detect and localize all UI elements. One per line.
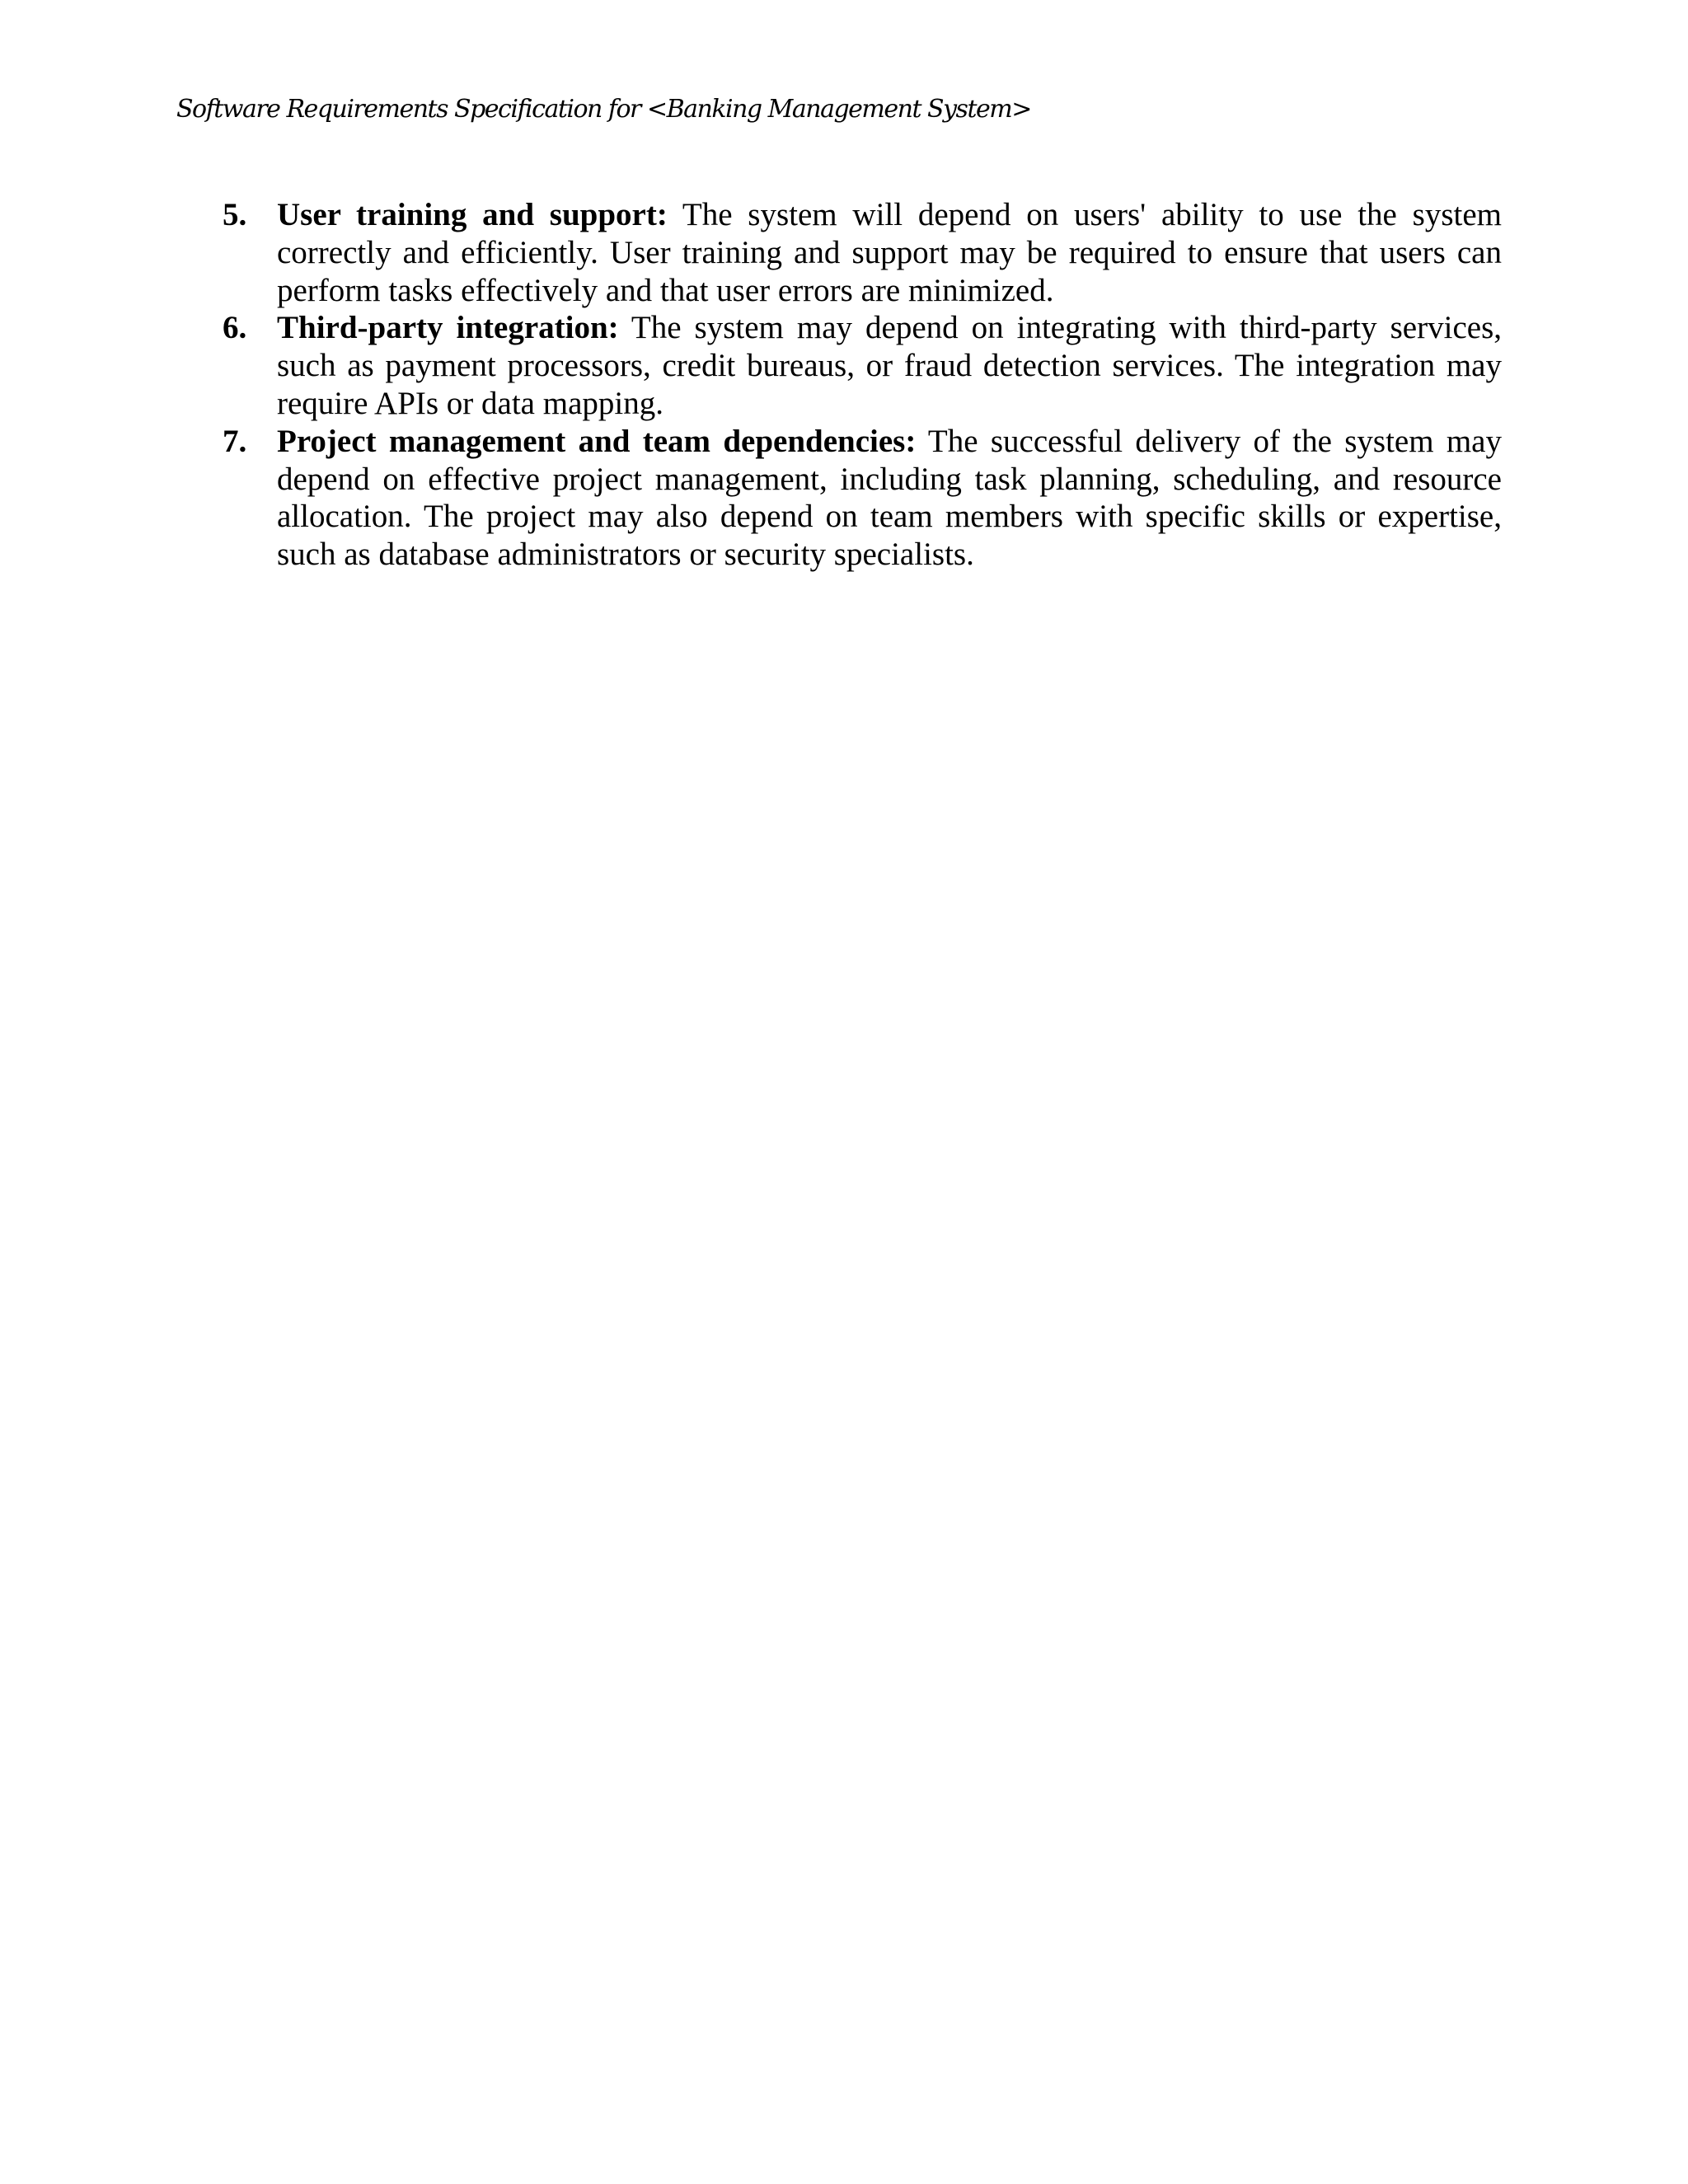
item-text: The successful delivery of the system may depend on effective project management, including task planning, scheduling, and resource allocation. The project may also depend on team members with specific skills or expertise, such as database administrators or security specialists. <box>277 423 1502 573</box>
list-item <box>223 309 1502 422</box>
item-number: 6. <box>223 310 247 346</box>
running-header: Software Requirements Specification for <Banking Management System> <box>176 95 1031 124</box>
list-item <box>223 196 1502 309</box>
dependency-list <box>223 196 1502 574</box>
item-text: The system may depend on integrating with third-party services, such as payment processors, credit bureaus, or fraud detection services. The integration may require APIs or data mapping. <box>277 310 1502 421</box>
item-title: User training and support: <box>277 197 668 232</box>
item-title: Third-party integration: <box>277 310 619 346</box>
item-number: 7. <box>223 423 247 459</box>
item-text: The system will depend on users' ability to use the system correctly and efficiently. User training and support may be required to ensure that users can perform tasks effectively and that user errors are minimized. <box>277 197 1502 308</box>
item-title: Project management and team dependencies: <box>277 423 917 459</box>
item-number: 5. <box>223 197 247 232</box>
list-item <box>223 423 1502 574</box>
